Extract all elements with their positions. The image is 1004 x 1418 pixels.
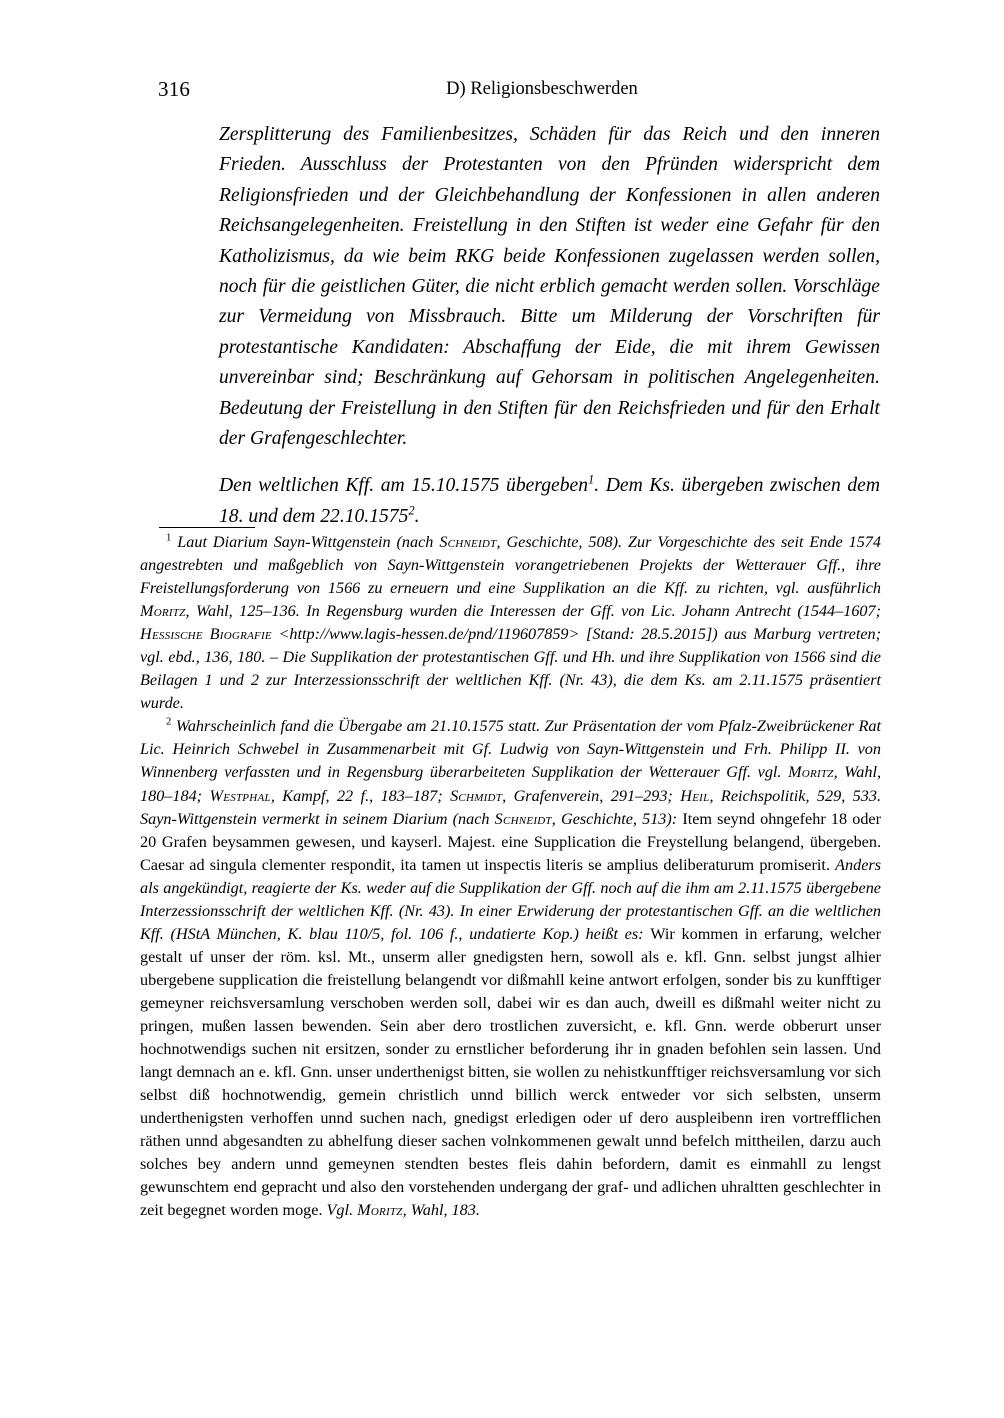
footnote-1 xyxy=(140,531,881,715)
delivery-text-part-3: . xyxy=(414,505,420,527)
footnote-ref-1[interactable]: 1 xyxy=(588,472,595,487)
citation-author-moritz-3: Moritz xyxy=(357,1201,403,1220)
footnote-2-text-i: , Wahl, 183. xyxy=(402,1201,480,1220)
citation-author-moritz-2: Moritz xyxy=(788,763,834,782)
footnote-2-text-a: Wahrscheinlich fand die Übergabe am 21.10.1575 statt. Zur Präsentation der vom Pfalz-Zweibrückener Rat Lic. Heinrich Schwebel in Zusammenarbeit mit Gf. Ludwig von Sayn-Wittgenstein und Frh. Philipp II. von Winnenberg verfassten und in Regensburg überarbeiteten Supplikation der Wetterauer Gff. vgl. xyxy=(140,717,881,782)
footnote-1-text-b: , Geschichte, 508). Zur Vorgeschichte des seit Ende 1574 angestrebten und maßgeblich von Sayn-Wittgenstein vorangetriebenen Projekts der Wetterauer Gff., ihre Freistellungsforderung von 1566 zu erneuern und eine Supplikation an die Kff. zu richten, vgl. ausführlich xyxy=(140,533,881,598)
footnote-2 xyxy=(140,715,881,1222)
footnote-1-text-c: , Wahl, 125–136. In Regensburg wurden die Interessen der Gff. von Lic. Johann Antrecht (1544–1607; xyxy=(185,602,881,621)
footnote-2-quotation-1: Item seynd ohngefehr 18 oder 20 Grafen beysammen gewesen, und kayserl. Majest. eine Supplication die Freystellung belangend, übergeben. Caesar ad singula clementer respondit, ita tamen ut inspectis literis se amplius deliberaturum promiserit. xyxy=(140,809,882,874)
citation-author-heil: Heil xyxy=(680,786,710,805)
footnote-2-text-h: Vgl. xyxy=(326,1201,358,1220)
page-number: 316 xyxy=(158,77,191,101)
citation-author-westphal: Westphal xyxy=(209,786,271,805)
footnote-2-text-g: Anders als angekündigt, reagierte der Ks. weder auf die Supplikation der Gff. noch auf die ihm am 2.11.1575 übergebene Interzessionsschrift der weltlichen Kff. (Nr. 43). In einer Erwiderung der protestantischen Gff. an die weltlichen Kff. (HStA München, K. blau 110/5, fol. 106 f., undatierte Kop.) heißt es: xyxy=(140,855,881,943)
footnote-2-text-b: , Wahl, 180–184; xyxy=(140,763,882,805)
citation-author-schmidt: Schmidt xyxy=(450,786,503,805)
running-title: D) Religionsbeschwerden xyxy=(446,79,638,99)
footnote-1-marker: 1 xyxy=(166,531,172,544)
citation-author-moritz: Moritz xyxy=(140,602,186,621)
citation-source-hessische-biografie: Hessische Biografie xyxy=(140,625,272,644)
footnote-1-text-d: <http://www.lagis-hessen.de/pnd/119607859> [Stand: 28.5.2015]) aus Marburg vertreten; vgl. ebd., 136, 180. – Die Supplikation der protestantischen Gff. und Hh. und ihre Supplikation von 1566 sind die Beilagen 1 und 2 zur Interzessionsschrift der weltlichen Kff. (Nr. 43), die dem Ks. am 2.11.1575 präsentiert wurde. xyxy=(140,625,881,713)
delivery-text-part-1: Den weltlichen Kff. am 15.10.1575 übergeben xyxy=(219,475,588,497)
citation-author-schneidt-2: Schneidt xyxy=(494,809,552,828)
footnote-separator-rule xyxy=(159,527,255,528)
regest-block xyxy=(219,120,880,532)
delivery-text-part-2: . Dem Ks. übergeben zwischen dem 18. und dem 22.10.1575 xyxy=(219,475,880,527)
regest-summary-paragraph: Zersplitterung des Familienbesitzes, Schäden für das Reich und den inneren Frieden. Ausschluss der Protestanten von den Pfründen widerspricht dem Religionsfrieden und der Gleichbehandlung der Konfessionen in allen anderen Reichsangelegenheiten. Freistellung in den Stiften ist weder eine Gefahr für den Katholizismus, da wie beim RKG beide Konfessionen zugelassen werden sollen, noch für die geistlichen Güter, die nicht erblich gemacht werden sollen. Vorschläge zur Vermeidung von Missbrauch. Bitte um Milderung der Vorschriften für protestantische Kandidaten: Abschaffung der Eide, die mit ihrem Gewissen unvereinbar sind; Beschränkung auf Gehorsam in politischen Angelegenheiten. Bedeutung der Freistellung in den Stiften für den Reichsfrieden und für den Erhalt der Grafengeschlechter. xyxy=(219,124,880,450)
footnote-2-text-e: , Reichspolitik, 529, 533. Sayn-Wittgenstein vermerkt in seinem Diarium (nach xyxy=(140,786,882,828)
footnote-area xyxy=(140,531,881,1222)
footnote-2-text-d: , Grafenverein, 291–293; xyxy=(502,786,681,805)
footnote-ref-2[interactable]: 2 xyxy=(408,503,415,518)
footnote-1-text-a: Laut Diarium Sayn-Wittgenstein (nach xyxy=(177,533,440,551)
running-head xyxy=(158,76,880,102)
footnote-2-marker: 2 xyxy=(166,715,172,728)
footnote-2-text-c: , Kampf, 22 f., 183–187; xyxy=(270,786,451,805)
footnote-2-text-f: , Geschichte, 513): xyxy=(551,809,683,828)
footnote-2-quotation-2: Wir kommen in erfarung, welcher gestalt uf unser der röm. ksl. Mt., unserm aller gnedigsten hern, sowoll als e. kfl. Gnn. selbst jungst alhier ubergebene supplication die freistellung belangendt vor dißmahll keine antwort erfolgen, sonder bis zu kunfftiger gemeyner reichsversamlung verschoben werden soll, dabei wir es dan auch, dweill es dißmahl weiter nicht zu pringen, mußen lassen bewenden. Sein aber dero trostlichen zuversicht, e. kfl. Gnn. werde obberurt unser hochnotwendigs suchen nit ersitzen, sonder zu ernstlicher beforderung ihr in gnaden befohlen sein lassen. Und langt demnach an e. kfl. Gnn. unser underthenigst bitten, sie wollen zu nehistkunfftiger reichsversamlung vor sich selbst diß hochnotwendig, gemein christlich unnd billich werck entweder vor sich selbsten, unserm underthenigsten verhoffen unnd suchen nach, gnedigst erledigen oder uf dero auspleibenn iren vortrefflichen räthen unnd abgesandten zu abhelfung dieser sachen volnkommenen gewalt unnd befelch mittheilen, darzu auch solches bey andern unnd gemeynen stendten bestes fleis dahin befordern, damit es einmahll zu lengst gewunschtem end gepracht und also den vorstehenden undergang der graf- und adlichen uhraltten geschlechter in zeit begegnet worden moge. xyxy=(140,924,881,1220)
citation-author-schneidt: Schneidt xyxy=(439,533,497,551)
regest-delivery-paragraph xyxy=(219,471,880,532)
